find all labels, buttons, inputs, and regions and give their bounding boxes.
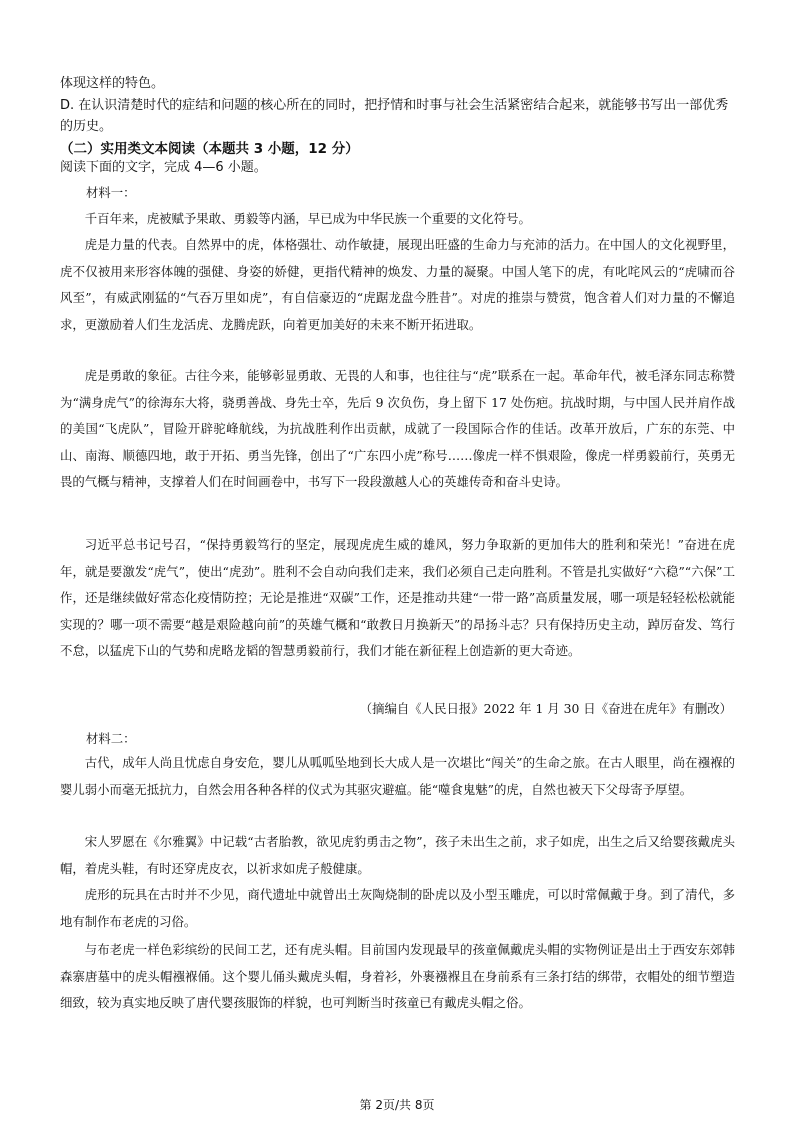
material1-paragraph-4: 习近平总书记号召，“保持勇毅笃行的坚定，展现虎虎生威的雄风，努力争取新的更加伟大的胜利和荣光！”奋进在虎年，就是要激发“虎气”，使出“虎劲”。胜利不会自动向我们走来，我们必须自己走向胜利。不管是扎实做好“六稳”“六保”工作，还是继续做好常态化疫情防控；无论是推进“双碳”工作，还是推动共建“一带一路”高质量发展，哪一项是轻轻松松就能实现的？哪一项不需要“越是艰险越向前”的英雄气概和“敢教日月换新天”的昂扬斗志？只有保持历史主动，踔厉奋发、笃行不怠，以猛虎下山的气势和虎略龙韬的智慧勇毅前行，我们才能在新征程上创造新的更大奇迹。 <box>60 537 735 658</box>
material1-source: （摘编自《人民日报》2022 年 1 月 30 日《奋进在虎年》有删改） <box>359 701 732 716</box>
material2-label: 材料二： <box>86 731 136 746</box>
continuation-line: 体现这样的特色。 <box>60 76 165 91</box>
material1-label: 材料一： <box>86 185 136 200</box>
material1-paragraph-1: 千百年来，虎被赋予果敢、勇毅等内涵，早已成为中华民族一个重要的文化符号。 <box>84 211 531 226</box>
option-d: D. 在认识清楚时代的症结和问题的核心所在的同时，把抒情和时事与社会生活紧密结合起来，就能够书写出一部优秀的历史。 <box>60 98 729 134</box>
material2-paragraph-4: 与布老虎一样色彩缤纷的民间工艺，还有虎头帽。目前国内发现最早的孩童佩戴虎头帽的实物例证是出土于西安东郊韩森寨唐墓中的虎头帽襁褓俑。这个婴儿俑头戴虎头帽，身着衫，外裹襁褓且在身前系有三条打结的绑带，衣帽处的细节塑造细致，较为真实地反映了唐代婴孩服饰的样貌，也可判断当时孩童已有戴虎头帽之俗。 <box>60 942 735 1010</box>
page-number: 第 2页/共 8页 <box>359 1098 435 1112</box>
material2-paragraph-2: 宋人罗愿在《尔雅翼》中记载“古者胎教，欲见虎豹勇击之物”，孩子未出生之前，求子如虎，出生之后又给婴孩戴虎头帽，着虎头鞋，有时还穿虎皮衣，以祈求如虎子般健康。 <box>60 834 735 876</box>
material1-paragraph-3: 虎是勇敢的象征。古往今来，能够彰显勇敢、无畏的人和事，也往往与“虎”联系在一起。革命年代，被毛泽东同志称赞为“满身虎气”的徐海东大将，骁勇善战、身先士卒，先后 9 次负伤，身上留下 17 处伤疤。抗战时期，与中国人民并肩作战的美国“飞虎队”，冒险开辟驼峰航线，为抗战胜利作出贡献，成就了一段国际合作的佳话。改革开放后，广东的东莞、中山、南海、顺德四地，敢于开拓、勇当先锋，创出了“广东四小虎”称号……像虎一样不惧艰险，像虎一样勇毅前行，英勇无畏的气概与精神，支撑着人们在时间画卷中，书写下一段段激越人心的英雄传奇和奋斗史诗。 <box>60 368 735 489</box>
material2-paragraph-3: 虎形的玩具在古时并不少见，商代遗址中就曾出土灰陶烧制的卧虎以及小型玉雕虎，可以时常佩戴于身。到了清代，多地有制作布老虎的习俗。 <box>60 887 735 929</box>
material2-paragraph-1: 古代，成年人尚且忧虑自身安危，婴儿从呱呱坠地到长大成人是一次堪比“闯关”的生命之旅。在古人眼里，尚在襁褓的婴儿弱小而毫无抵抗力，自然会用各种各样的仪式为其驱灾避瘟。能“噬食鬼魅”的虎，自然也被天下父母寄予厚望。 <box>60 755 735 797</box>
material1-paragraph-2: 虎是力量的代表。自然界中的虎，体格强壮、动作敏捷，展现出旺盛的生命力与充沛的活力。在中国人的文化视野里，虎不仅被用来形容体魄的强健、身姿的娇健，更指代精神的焕发、力量的凝聚。中国人笔下的虎，有叱咤风云的“虎啸而谷风至”，有威武刚猛的“气吞万里如虎”，有自信豪迈的“虎踞龙盘今胜昔”。对虎的推崇与赞赏，饱含着人们对力量的不懈追求，更激励着人们生龙活虎、龙腾虎跃，向着更加美好的未来不断开拓进取。 <box>60 237 735 332</box>
section-instruction: 阅读下面的文字，完成 4—6 小题。 <box>60 160 267 175</box>
section-heading: （二）实用类文本阅读（本题共 3 小题，12 分） <box>60 141 359 157</box>
